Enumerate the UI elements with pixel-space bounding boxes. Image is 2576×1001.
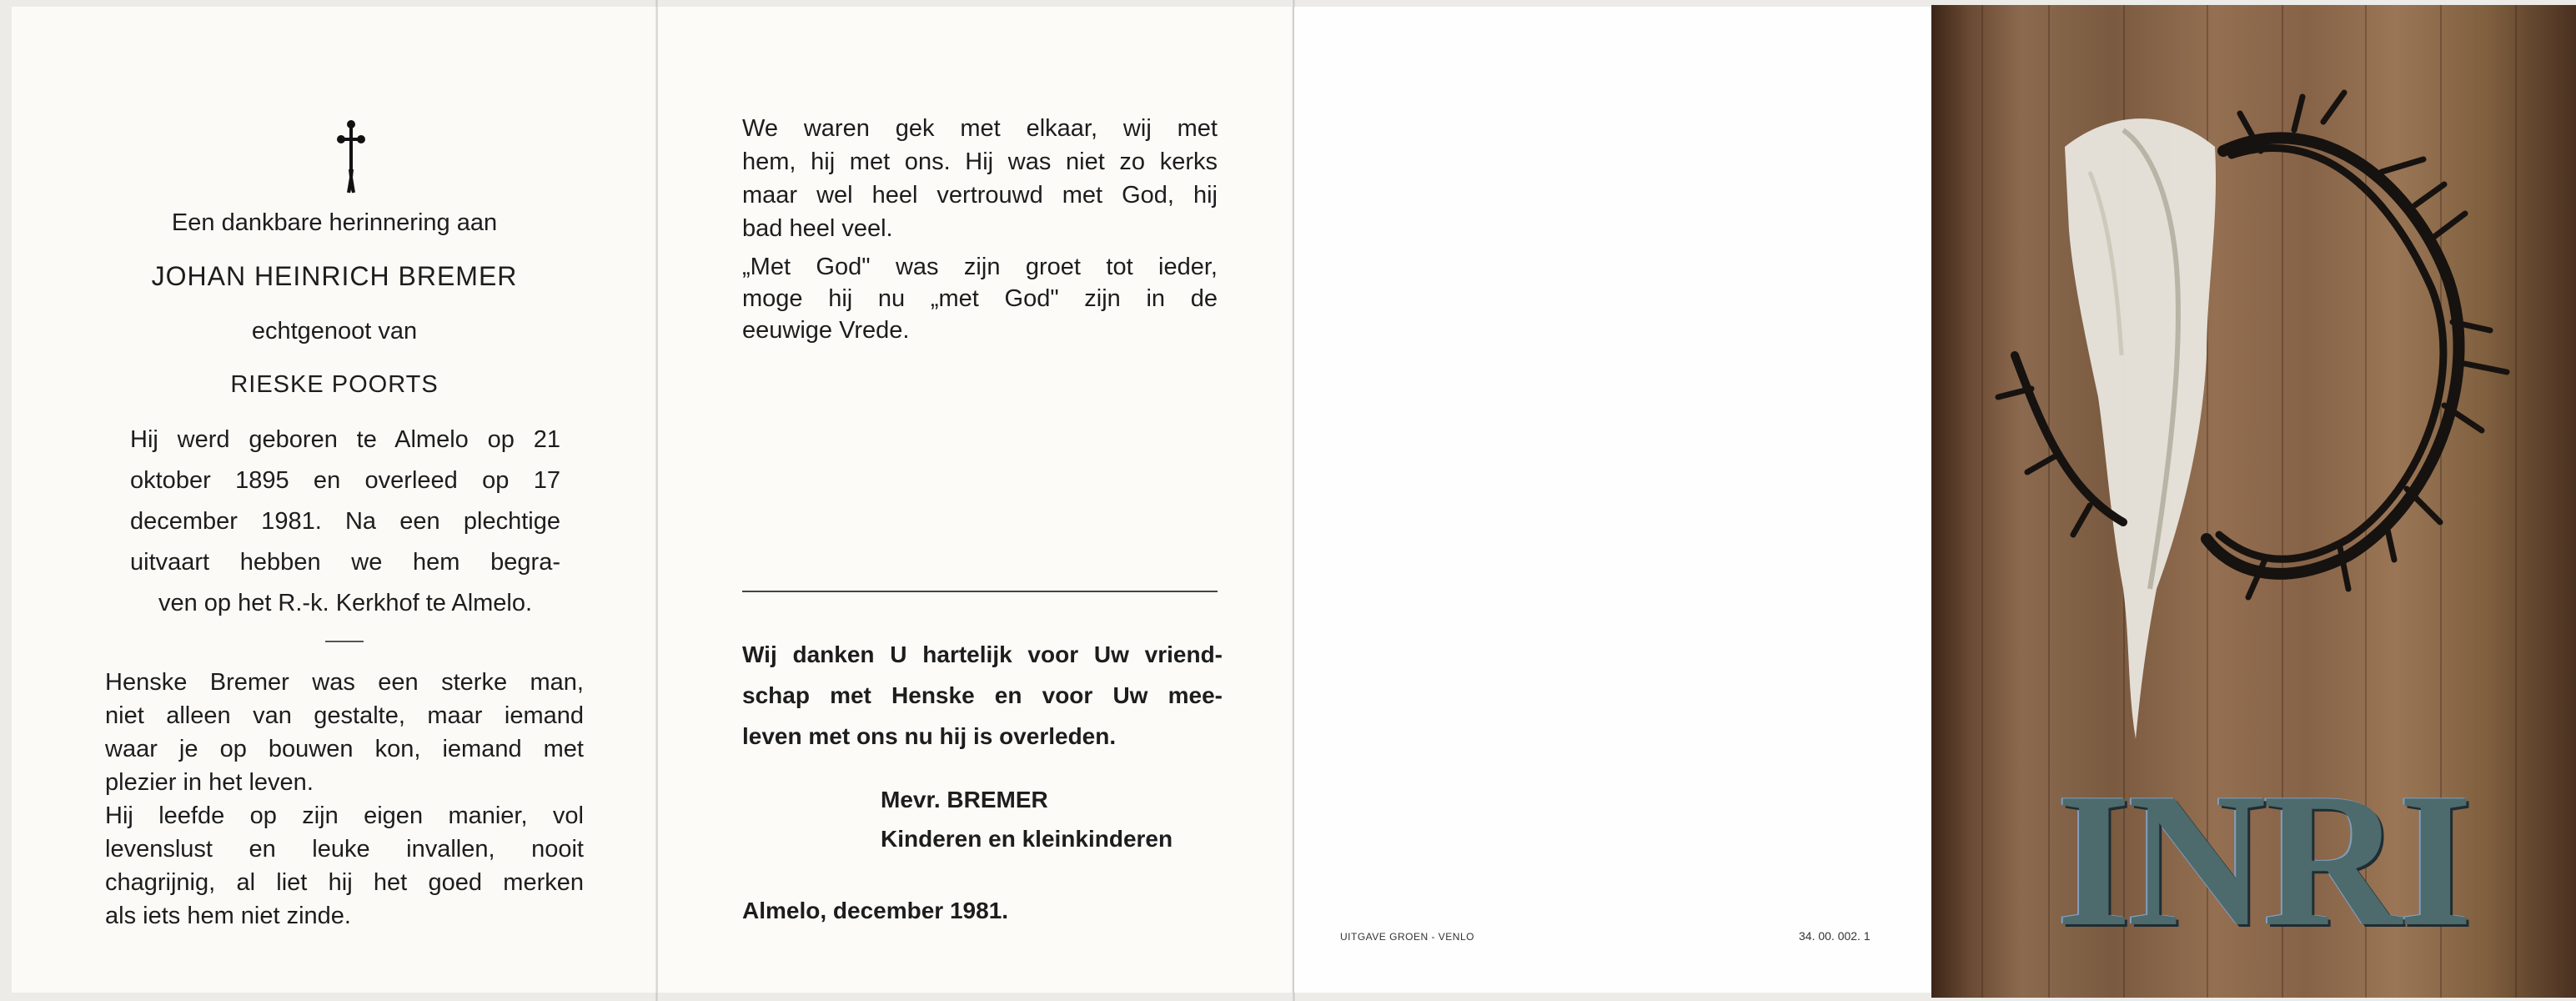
thanks-line: schap met Henske en voor Uw mee- (742, 682, 1223, 708)
memorial-intro: Een dankbare herinnering aan (171, 209, 498, 236)
thanks-line: Wij danken U hartelijk voor Uw vriend- (742, 641, 1223, 667)
signature-family: Kinderen en kleinkinderen (881, 826, 1173, 852)
tribute-line: levenslust en leuke invallen, nooit (105, 836, 584, 863)
tribute-line: niet alleen van gestalte, maar iemand (105, 702, 584, 729)
tribute-line: als iets hem niet zinde. (105, 903, 351, 929)
bio-line: december 1981. Na een plechtige (130, 508, 560, 535)
text-line: hem, hij met ons. Hij was niet zo kerks (742, 148, 1218, 175)
signature-widow: Mevr. BREMER (881, 787, 1048, 812)
spouse-name: RIESKE POORTS (230, 371, 439, 398)
thanks-line: leven met ons nu hij is overleden. (742, 723, 1117, 749)
tribute-line: chagrijnig, al liet hij het goed merken (105, 869, 584, 896)
inri-inscription: INRI (2056, 753, 2470, 966)
shroud-cloth-icon (2065, 118, 2216, 739)
divider (325, 641, 364, 642)
text-line: „Met God" was zijn groet tot ieder, (742, 254, 1218, 280)
text-line: We waren gek met elkaar, wij met (742, 115, 1218, 142)
text-line: maar wel heel vertrouwd met God, hij (742, 182, 1218, 209)
tribute-line: plezier in het leven. (105, 769, 314, 796)
divider (742, 591, 1218, 592)
card-panel-middle (658, 7, 1292, 993)
bio-line: Hij werd geboren te Almelo op 21 (130, 426, 560, 453)
spouse-relation: echtgenoot van (251, 318, 418, 345)
tribute-paragraph (105, 799, 584, 933)
publisher-imprint: UITGAVE GROEN - VENLO (1340, 931, 1474, 943)
tribute-line: waar je op bouwen kon, iemand met (105, 736, 584, 762)
bio-line: uitvaart hebben we hem begra- (130, 549, 560, 576)
card-cover (1931, 5, 2576, 998)
card-panel-blank (1294, 7, 1931, 993)
text-line: bad heel veel. (742, 215, 893, 242)
print-code: 34. 00. 002. 1 (1799, 929, 1870, 943)
place-date: Almelo, december 1981. (742, 898, 1009, 923)
cross-icon (337, 119, 365, 194)
text-line: eeuwige Vrede. (742, 317, 910, 344)
thanks-paragraph (742, 634, 1223, 757)
tribute-line: Hij leefde op zijn eigen manier, vol (105, 802, 584, 829)
remembrance-paragraph (742, 251, 1218, 346)
bio-line: ven op het R.-k. Kerkhof te Almelo. (158, 590, 533, 616)
tribute-line: Henske Bremer was een sterke man, (105, 669, 584, 696)
biography-text (130, 420, 560, 624)
tribute-paragraph (105, 666, 584, 799)
remembrance-paragraph (742, 112, 1218, 245)
card-panel-left (12, 7, 657, 993)
deceased-name: JOHAN HEINRICH BREMER (151, 261, 518, 291)
bio-line: oktober 1895 en overleed op 17 (130, 467, 560, 494)
text-line: moge hij nu „met God" zijn in de (742, 285, 1218, 312)
